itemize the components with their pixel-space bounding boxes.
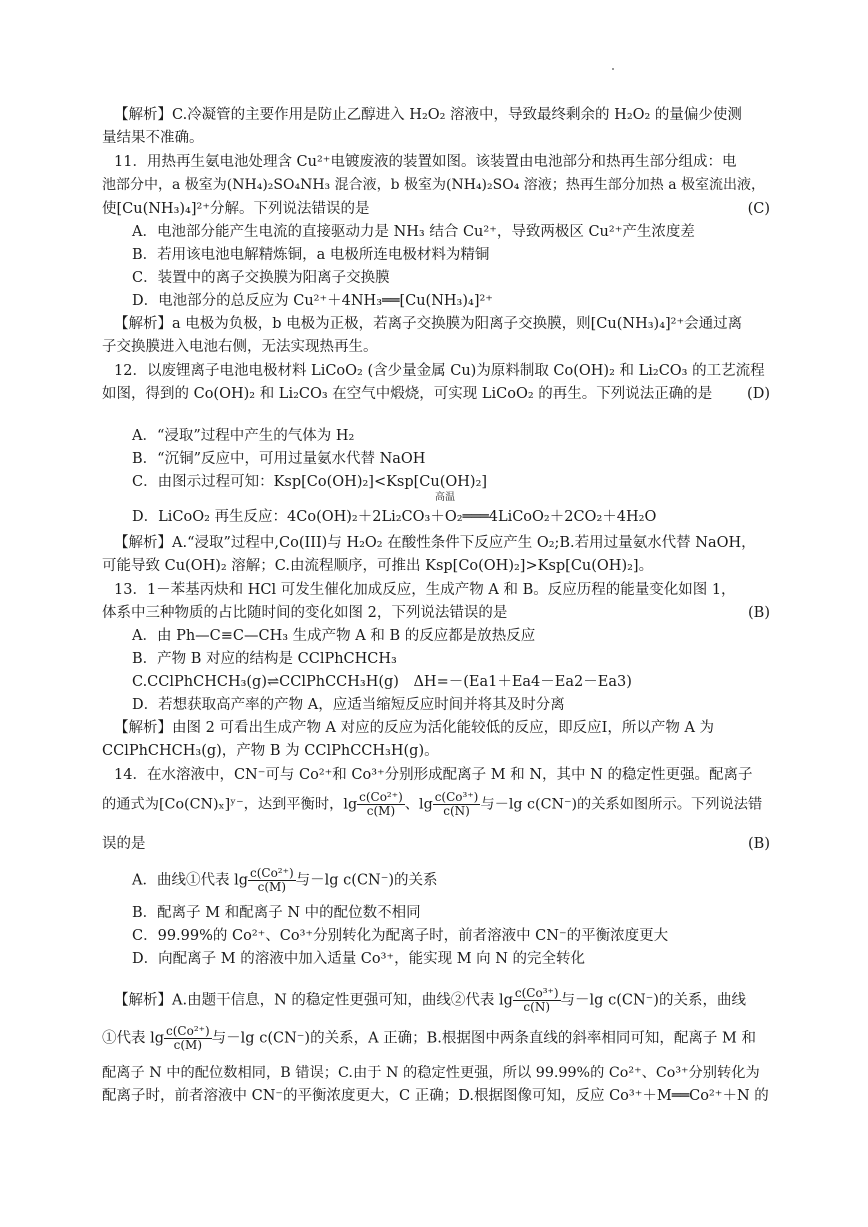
q14-text-c: 与－lg c(CN⁻)的关系如图所示。下列说法错	[480, 796, 763, 813]
analysis-q14-cont-2: 配离子 N 中的配位数相同，B 错误；C.由于 N 的稳定性更强，所以 99.99%的 Co²⁺、Co³⁺分别转化为	[102, 1065, 760, 1081]
question-13-stem: 13．1－苯基丙炔和 HCl 可发生催化加成反应，生成产物 A 和 B。反应历程的能量变化如图 1，	[114, 582, 736, 598]
q12-option-c: C．由图示过程可知：Ksp[Co(OH)₂]<Ksp[Cu(OH)₂]	[132, 474, 488, 490]
analysis-q11: 【解析】a 电极为负极，b 电极为正极，若离子交换膜为阳离子交换膜，则[Cu(NH₃)₄]²⁺会通过离	[114, 316, 743, 332]
question-14-answer: (B)	[748, 836, 770, 852]
q13-option-c: C.CClPhCHCH₃(g)⇌CClPhCCH₃H(g) ΔH=－(Ea1＋Ea4－Ea2－Ea3)	[132, 674, 632, 690]
q14-fraction-1	[357, 791, 405, 818]
q14-fraction-2	[433, 791, 481, 818]
q12-option-d: D．LiCoO₂ 再生反应：4Co(OH)₂＋2Li₂CO₃＋O₂═══4LiCoO₂＋2CO₂＋4H₂O	[132, 509, 657, 525]
question-13-answer: (B)	[748, 605, 770, 621]
q14a-fraction	[248, 867, 296, 894]
analysis-q14-f2-num: c(Co²⁺)	[166, 1024, 210, 1038]
q13-option-a: A．由 Ph—C≡C—CH₃ 生成产物 A 和 B 的反应都是放热反应	[132, 628, 536, 644]
analysis-q14-cont	[102, 1025, 756, 1052]
analysis-q13: 【解析】由图 2 可看出生成产物 A 对应的反应为活化能较低的反应，即反应Ⅰ，所以产物 A 为	[114, 720, 715, 736]
analysis-q10: 【解析】C.冷凝管的主要作用是防止乙醇进入 H₂O₂ 溶液中，导致最终剩余的 H₂O₂ 的量偏少使测	[114, 107, 742, 123]
q14-option-a	[132, 867, 438, 894]
question-12-stem: 12．以废锂离子电池电极材料 LiCoO₂ (含少量金属 Cu)为原料制取 Co(OH)₂ 和 Li₂CO₃ 的工艺流程	[114, 363, 765, 379]
question-11-stem-cont: 池部分中，a 极室为(NH₄)₂SO₄NH₃ 混合液，b 极室为(NH₄)₂SO₄ 溶液；热再生部分加热 a 极室流出液，	[102, 177, 766, 193]
analysis-q14-f1-num: c(Co³⁺)	[514, 986, 559, 1000]
analysis-q12: 【解析】A.“浸取”过程中,Co(III)与 H₂O₂ 在酸性条件下反应产生 O₂;B.若用过量氨水代替 NaOH，	[114, 535, 756, 551]
analysis-q14-f1-den: c(N)	[523, 1000, 551, 1014]
question-14-stem-end: 误的是	[102, 836, 146, 852]
analysis-q12-cont: 可能导致 Cu(OH)₂ 溶解；C.由流程顺序，可推出 Ksp[Co(OH)₂]>Ksp[Cu(OH)₂]。	[102, 558, 654, 574]
q11-option-d: D．电池部分的总反应为 Cu²⁺＋4NH₃══[Cu(NH₃)₄]²⁺	[132, 293, 493, 309]
analysis-q10-cont: 量结果不准确。	[102, 130, 204, 146]
question-14-stem: 14．在水溶液中，CN⁻可与 Co²⁺和 Co³⁺分别形成配离子 M 和 N，其中 N 的稳定性更强。配离子	[114, 767, 753, 783]
question-13-stem-cont: 体系中三种物质的占比随时间的变化如图 2，下列说法错误的是	[102, 605, 508, 621]
analysis-q14	[114, 987, 746, 1014]
q13-option-d: D．若想获取高产率的产物 A，应适当缩短反应时间并将其及时分离	[132, 697, 565, 713]
q14a-num: c(Co²⁺)	[250, 866, 294, 880]
analysis-q14-text-a: 【解析】A.由题干信息，N 的稳定性更强可知，曲线②代表 lg	[114, 992, 513, 1009]
q14-f1-num: c(Co²⁺)	[359, 790, 403, 804]
analysis-q14-fraction-1	[513, 987, 561, 1014]
q14a-text-b: 与－lg c(CN⁻)的关系	[295, 872, 438, 889]
q14-option-d: D．向配离子 M 的溶液中加入适量 Co³⁺，能实现 M 向 N 的完全转化	[132, 951, 586, 967]
analysis-q14-text-d: 与－lg c(CN⁻)的关系，A 正确；B.根据图中两条直线的斜率相同可知，配离子 M 和	[211, 1030, 756, 1047]
question-11-stem: 11．用热再生氨电池处理含 Cu²⁺电镀废液的装置如图。该装置由电池部分和热再生部分组成：电	[114, 154, 737, 170]
q14-f2-den: c(N)	[443, 804, 470, 818]
q11-option-c: C．装置中的离子交换膜为阳离子交换膜	[132, 270, 390, 286]
q14a-text-a: A．曲线①代表 lg	[132, 872, 248, 889]
analysis-q14-cont-3: 配离子时，前者溶液中 CN⁻的平衡浓度更大，C 正确；D.根据图像可知，反应 Co³⁺＋M══Co²⁺＋N 的	[102, 1088, 769, 1104]
q12-condition-label: 高温	[435, 492, 455, 503]
q14-f2-num: c(Co³⁺)	[434, 790, 479, 804]
q14-f1-den: c(M)	[366, 804, 396, 818]
q14-option-b: B．配离子 M 和配离子 N 中的配位数不相同	[132, 905, 421, 921]
question-11-answer: (C)	[747, 201, 770, 217]
analysis-q13-cont: CClPhCHCH₃(g)，产物 B 为 CClPhCCH₃H(g)。	[102, 743, 439, 759]
analysis-q14-fraction-2	[164, 1025, 212, 1052]
question-12-answer: (D)	[747, 386, 770, 402]
analysis-q14-text-c: ①代表 lg	[102, 1030, 165, 1047]
q12-option-b: B．“沉铜”反应中，可用过量氨水代替 NaOH	[132, 451, 426, 467]
analysis-q14-text-b: 与－lg c(CN⁻)的关系，曲线	[560, 992, 746, 1009]
q14a-den: c(M)	[257, 880, 286, 894]
q12-option-a: A．“浸取”过程中产生的气体为 H₂	[132, 428, 355, 444]
question-12-stem-cont: 如图，得到的 Co(OH)₂ 和 Li₂CO₃ 在空气中煅烧，可实现 LiCoO₂ 的再生。下列说法正确的是	[102, 386, 713, 402]
question-14-stem-cont	[102, 791, 762, 818]
q11-option-a: A．电池部分能产生电流的直接驱动力是 NH₃ 结合 Cu²⁺，导致两极区 Cu²⁺产生浓度差	[132, 224, 695, 240]
question-11-stem-end: 使[Cu(NH₃)₄]²⁺分解。下列说法错误的是	[102, 201, 370, 217]
analysis-q14-f2-den: c(M)	[173, 1038, 203, 1052]
q13-option-b: B．产物 B 对应的结构是 CClPhCHCH₃	[132, 651, 397, 667]
q14-text-a: 的通式为[Co(CN)ₓ]ʸ⁻，达到平衡时，lg	[102, 796, 358, 813]
scan-speck	[612, 68, 614, 70]
q11-option-b: B．若用该电池电解精炼铜，a 电极所连电极材料为精铜	[132, 247, 490, 263]
analysis-q11-cont: 子交换膜进入电池右侧，无法实现热再生。	[102, 339, 378, 355]
q14-option-c: C．99.99%的 Co²⁺、Co³⁺分别转化为配离子时，前者溶液中 CN⁻的平衡浓度更大	[132, 928, 669, 944]
q14-text-b: 、lg	[404, 796, 433, 813]
